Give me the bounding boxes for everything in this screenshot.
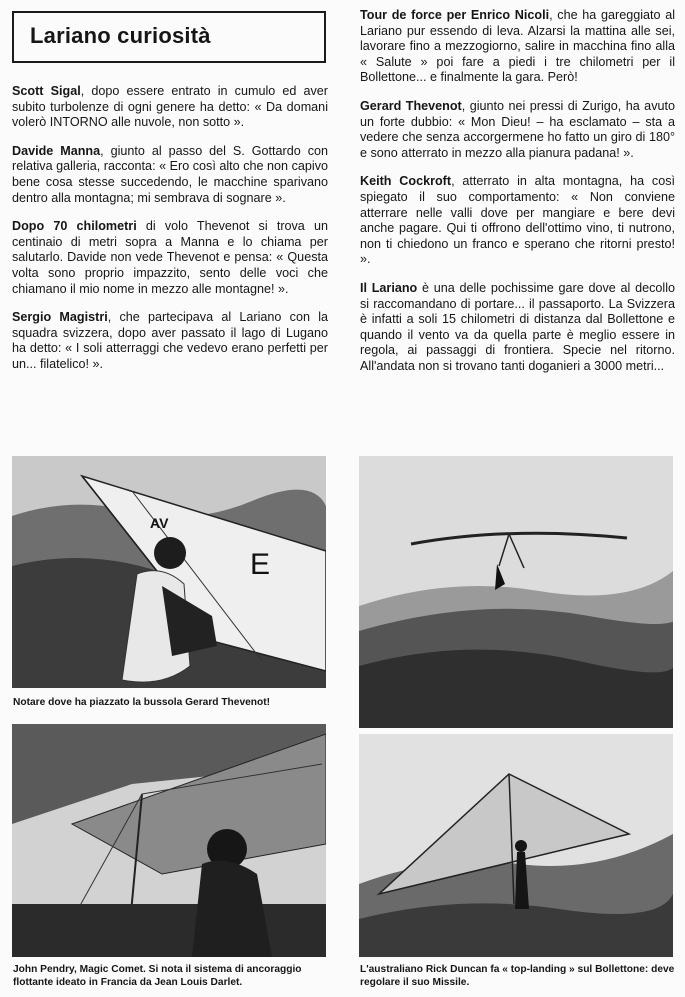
lead-name: Davide Manna	[12, 143, 101, 158]
paragraph-text: , che ha gareggiato al Lariano pur essendo di leva. Alzarsi la mattina alle sei, lavorare fino a mezzogiorno, salire in macchina fino alla « Salute » poi fare a piedi i tre chilometri per il Bollettone... e finalmente la gara. Però!	[360, 8, 676, 85]
lead-name: Sergio Magistri	[12, 310, 108, 325]
photo-thevenot-compass	[12, 456, 326, 688]
paragraph-text: , giunto al passo del S. Gottardo con relativa galleria, racconta: « Ero così alto che non capivo bene cosa stesse succedendo, le macchine sparivano dentro alla montagna; mi sembrava di sognare ».	[12, 143, 328, 205]
lead-name: Dopo 70 chilometri	[12, 219, 137, 234]
paragraph-text: , dopo essere entrato in cumulo ed aver subito turbolenze di ogni genere ha detto: « Da domani volerò INTORNO alle nuvole, non sotto ».	[12, 84, 328, 130]
photo-top-landing	[359, 734, 673, 957]
paragraph-il-lariano	[360, 281, 675, 375]
paragraph-enrico-nicoli	[360, 8, 675, 86]
paragraph-text: di volo Thevenot si trova un centinaio di metri sopra a Manna e lo chiama per salutarlo. Davide non vede Thevenot e pensa: « Questa volta sono proprio impazzito, sento delle voci che chiamano il mio nome in mezzo alle montagne! ».	[12, 219, 328, 296]
paragraph-text: , atterrato in alta montagna, ha così spiegato il suo comportamento: « Non conviene atterrare nelle valli dove per mangiare e bere devi anche pagare. Qui ti offrono dell'ottimo vino, ti nutrono, non ti chiedono un franco e sperano che ritorni presto! ».	[360, 174, 675, 267]
lead-name: Scott Sigal	[12, 84, 81, 98]
paragraph-keith-cockroft	[360, 174, 675, 268]
paragraph-gerard-thevenot	[360, 99, 675, 161]
glider-logo: AV	[150, 515, 169, 531]
photo-magic-comet	[12, 724, 326, 957]
caption-photo-1: Notare dove ha piazzato la bussola Gerard Thevenot!	[13, 697, 271, 708]
paragraph-sergio-magistri	[12, 310, 328, 372]
left-text-column	[12, 84, 328, 386]
caption-photo-3: John Pendry, Magic Comet. Si nota il sistema di ancoraggio flottante ideato in Francia da Jean Louis Darlet.	[13, 964, 302, 988]
photo-glider-flight	[359, 456, 673, 728]
title-box	[12, 11, 326, 63]
lead-name: Tour de force per Enrico Nicoli	[360, 8, 550, 22]
paragraph-text: , giunto nei pressi di Zurigo, ha avuto un forte dubbio: « Mon Dieu! – ha esclamato – sta a vedere che senza accorgermene ho fatto un giro di 180° e sono atterrato in mezzo alla pianura padana! ».	[360, 98, 675, 160]
photo-glider-flight-image	[359, 456, 673, 728]
photo-magic-comet-image	[12, 724, 326, 957]
right-text-column	[360, 8, 675, 387]
caption-photo-4: L'australiano Rick Duncan fa « top-landing » sul Bollettone: deve regolare il suo Missile.	[360, 964, 675, 988]
paragraph-text: è una delle pochissime gare dove al decollo si raccomandano di portare... il passaporto. La Svizzera è infatti a soli 15 chilometri di distanza dal Bollettone e quando il vento va da quella parte è meglio essere in regola, ai passaggi di frontiera. Specie nel ritorno. All'andata non si trovano tanti doganieri a 3000 metri...	[360, 280, 675, 373]
paragraph-70-km	[12, 219, 328, 297]
lead-name: Gerard Thevenot	[360, 98, 462, 113]
lead-name: Keith Cockroft	[360, 174, 452, 189]
paragraph-scott-sigal	[12, 84, 328, 131]
paragraph-text: , che partecipava al Lariano con la squadra svizzera, dopo aver passato il lago di Lugano ha detto: « I soli atterraggi che vedevo erano perfetti per un... filatelico! ».	[12, 310, 328, 371]
page-title: Lariano curiosità	[30, 23, 211, 48]
paragraph-davide-manna	[12, 144, 328, 206]
glider-letter: E	[250, 548, 271, 581]
photo-thevenot-image	[12, 456, 326, 688]
photo-top-landing-image	[359, 734, 673, 957]
lead-name: Il Lariano	[360, 280, 418, 295]
